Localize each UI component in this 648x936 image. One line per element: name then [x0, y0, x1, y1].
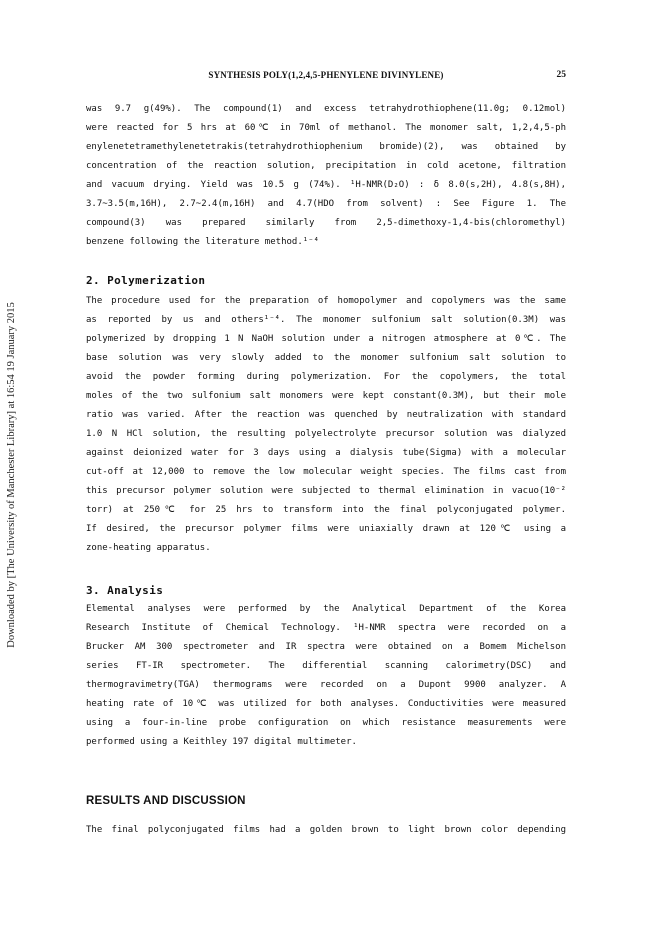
section-heading-polymerization: 2. Polymerization: [86, 274, 206, 287]
text-line: benzene following the literature method.¹⁻⁴: [86, 237, 319, 247]
text-line: base solution was very slowly added to the monomer sulfonium salt solution to: [86, 353, 566, 363]
text-line: cut-off at 12,000 to remove the low molecular weight species. The films cast from: [86, 467, 566, 477]
section-heading-analysis: 3. Analysis: [86, 584, 164, 597]
text-line: Research Institute of Chemical Technology. ¹H-NMR spectra were recorded on a: [86, 623, 566, 633]
text-line: compound(3) was prepared similarly from 2,5-dimethoxy-1,4-bis(chloromethyl): [86, 218, 566, 228]
text-line: thermogravimetry(TGA) thermograms were recorded on a Dupont 9900 analyzer. A: [86, 680, 566, 690]
running-header: [86, 70, 566, 86]
polymerization-paragraph: [86, 292, 566, 558]
download-watermark: [6, 245, 20, 705]
text-line: enylenetetramethylenetetrakis(tetrahydrothiophenium bromide)(2), was obtained by: [86, 142, 566, 152]
text-line: were reacted for 5 hrs at 60℃ in 70ml of methanol. The monomer salt, 1,2,4,5-ph: [86, 123, 566, 133]
text-line: ratio was varied. After the reaction was quenched by neutralization with standard: [86, 410, 566, 420]
running-title: SYNTHESIS POLY(1,2,4,5-PHENYLENE DIVINYLENE): [208, 70, 444, 80]
text-line: using a four-in-line probe configuration on which resistance measurements were: [86, 718, 566, 728]
text-line: heating rate of 10℃ was utilized for both analyses. Conductivities were measured: [86, 699, 566, 709]
text-line: 3.7~3.5(m,16H), 2.7~2.4(m,16H) and 4.7(HDO from solvent) : See Figure 1. The: [86, 199, 566, 209]
text-line: The final polyconjugated films had a golden brown to light brown color depending: [86, 825, 566, 835]
text-line: was 9.7 g(49%). The compound(1) and excess tetrahydrothiophene(11.0g; 0.12mol): [86, 104, 566, 114]
analysis-paragraph: [86, 600, 566, 752]
text-line: moles of the two sulfonium salt monomers were kept constant(0.3M), but their mole: [86, 391, 566, 401]
text-line: Brucker AM 300 spectrometer and IR spectra were obtained on a Bomem Michelson: [86, 642, 566, 652]
text-line: torr) at 250℃ for 25 hrs to transform into the final polyconjugated polymer.: [86, 505, 566, 515]
text-line: as reported by us and others¹⁻⁴. The monomer sulfonium salt solution(0.3M) was: [86, 315, 566, 325]
text-line: zone-heating apparatus.: [86, 543, 211, 553]
text-line: 1.0 N HCl solution, the resulting polyelectrolyte precursor solution was dialyzed: [86, 429, 566, 439]
text-line: series FT-IR spectrometer. The differential scanning calorimetry(DSC) and: [86, 661, 566, 671]
text-line: avoid the powder forming during polymerization. For the copolymers, the total: [86, 372, 566, 382]
text-line: this precursor polymer solution were subjected to thermal elimination in vacuo(10⁻²: [86, 486, 566, 496]
text-line: If desired, the precursor polymer films were uniaxially drawn at 120℃ using a: [86, 524, 566, 534]
text-line: and vacuum drying. Yield was 10.5 g (74%). ¹H-NMR(D₂O) : δ 8.0(s,2H), 4.8(s,8H),: [86, 180, 566, 190]
text-line: polymerized by dropping 1 N NaOH solution under a nitrogen atmosphere at 0℃. The: [86, 334, 566, 344]
results-paragraph: [86, 821, 566, 840]
download-watermark-text: Downloaded by [The University of Manchester Library] at 16:54 19 January 2015: [6, 302, 17, 648]
text-line: performed using a Keithley 197 digital multimeter.: [86, 737, 357, 747]
intro-paragraph: [86, 100, 566, 252]
text-line: The procedure used for the preparation of homopolymer and copolymers was the same: [86, 296, 566, 306]
text-line: concentration of the reaction solution, precipitation in cold acetone, filtration: [86, 161, 566, 171]
text-line: Elemental analyses were performed by the Analytical Department of the Korea: [86, 604, 566, 614]
page-number: 25: [556, 70, 566, 80]
text-line: against deionized water for 3 days using a dialysis tube(Sigma) with a molecular: [86, 448, 566, 458]
section-heading-results: RESULTS AND DISCUSSION: [86, 795, 246, 807]
